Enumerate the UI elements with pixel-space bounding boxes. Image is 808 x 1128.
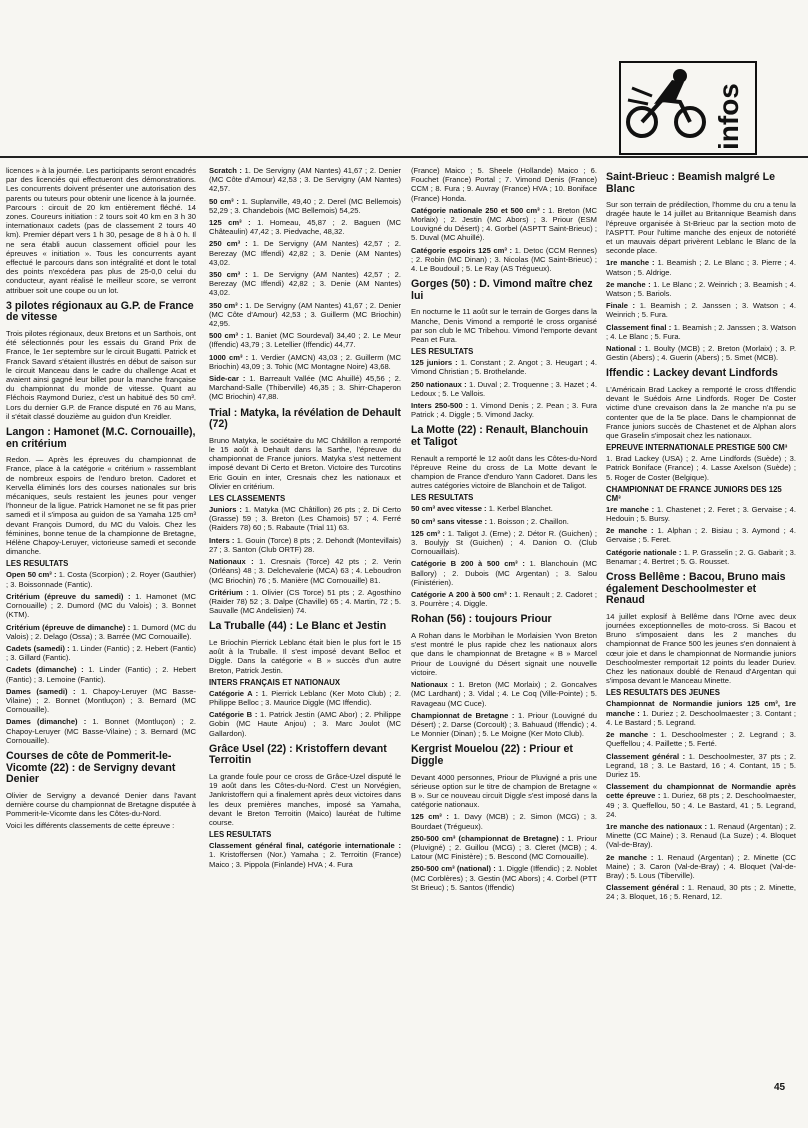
body-paragraph [209, 436, 401, 491]
motocross-rider-icon [628, 69, 704, 136]
article-headline: Gorges (50) : D. Vimond maître chez lui [411, 278, 593, 302]
result-category-label: Dames (samedi) : [6, 686, 76, 696]
article-headline: Rohan (56) : toujours Priour [411, 613, 552, 626]
result-category-label: Cadets (samedi) : [6, 643, 70, 653]
paragraph-text: 1. Beamish ; 2. Le Blanc ; 3. Pierre ; 4. Watson ; 5. Aldrige. [606, 258, 796, 277]
section-heading: EPREUVE INTERNATIONALE PRESTIGE 500 CM³ [606, 443, 788, 453]
paragraph-text: 1. Brad Lackey (USA) ; 2. Arne Lindfords (Suède) ; 3. Patrick Boniface (France) ; 4. Lasse Axelson (Suède) ; 5. Roger de Coster (Belgique). [606, 454, 796, 482]
result-paragraph [606, 699, 796, 727]
section-heading: LES RESULTATS [411, 347, 474, 357]
result-paragraph [209, 301, 401, 329]
paragraph-text: 1. Duriez ; 2. Deschoolmaester ; 3. Contant ; 4. Le Bastard ; 5. Legrand. [606, 708, 796, 727]
paragraph-text: 1. Hamonet (MC Cornouaille) ; 2. Dumord (MC du Valois) ; 3. Bonnet (KTM). [6, 591, 196, 620]
paragraph-text: 1. Blanchouin (MC Ballory) ; 2. Dubois (MC Argentan) ; 3. Salou (Finistérien). [411, 559, 597, 587]
paragraph-text: 1. Renaud (Argentan) ; 2. Minette (CC Maine) ; 3. Renaud (La Suze) ; 4. Bloquet (Val-de-Bray). [606, 821, 796, 850]
paragraph-text: 1. Kristoffersen (Nor.) Yamaha ; 2. Terroitin (France) Maico ; 3. Pippola (Finlande) HVA ; 4. Fura [209, 850, 401, 869]
result-paragraph [411, 504, 597, 513]
result-category-label: Juniors : [209, 505, 242, 515]
header-rule [0, 156, 808, 158]
paragraph-text: 1. Le Blanc ; 2. Weinrich ; 3. Beamish ; 4. Watson ; 5. Bariols. [606, 279, 796, 299]
paragraph-text: Renault a remporté le 12 août dans les Côtes-du-Nord l'épreuve Reine du cross de La Motte devant le champion de France d'enduro Yann Cadoret. Dans les autres catégories victoire de Blanchoin et de Taligot. [411, 453, 597, 491]
result-category-label: 250 cm³ : [209, 239, 248, 249]
result-paragraph [209, 353, 401, 371]
result-paragraph [209, 166, 401, 194]
paragraph-text: 1. Diggle (Iffendic) ; 2. Noblet (MC Corblères) ; 3. Gestin (MC Abors) ; 4. Corbel (PTT St Brieuc) ; 5. Santos (Iffendic) [411, 864, 597, 892]
result-category-label: Critérium (épreuve du samedi) : [6, 591, 131, 601]
paragraph-text: 1. Baniet (MC Sourdeval) 34,40 ; 2. Le Meur (Iffendic) 43,79 ; 3. Letellier (Iffendic) 44,77. [209, 331, 401, 350]
result-paragraph [209, 841, 401, 869]
result-paragraph [411, 380, 597, 398]
result-category-label: Catégorie B 200 à 500 cm³ : [411, 559, 525, 569]
result-category-label: 500 cm³ : [209, 331, 244, 341]
paragraph-text: 1. Chapoy-Leruyer (MC Basse-Vilaine) ; 2. Bonnet (Montluçon) ; 3. Bernard (MC Cornouaille). [6, 686, 196, 715]
result-paragraph [411, 559, 597, 587]
result-category-label: Critérium (épreuve de dimanche) : [6, 622, 131, 632]
paragraph-text: La grande foule pour ce cross de Grâce-Uzel disputé le 19 août dans les Côtes-du-Nord. C'est un Norvégien, Jankristoffern qui a finalement après deux victoires dans les deux premières manches, imposé sa Yamaha, devant le Breton Terroitin (Maico) lauréat de l'ultime course. [209, 771, 401, 827]
paragraph-text: Trois pilotes régionaux, deux Bretons et un Sarthois, ont été sélectionnés pour les essais du Grand Prix de France, le 1er septembre sur le circuit Bugatti. Patrick et Franck Savard s'étaient illustrés en début de saison sur le circuit Manceau dans le cadre du challenge Acat et avaient ainsi gagné leur billet pour la manche française du championnat du monde de vitesse. Quant au Fléchois Raymond Duriez, c'est un habitué des 50 cm³. Lors du dernier G.P. de France disputé en 76 au Mans, il s'était classé douzième au guidon d'un Kreidler. [6, 329, 196, 421]
result-paragraph [209, 331, 401, 349]
paragraph-text: L'Américain Brad Lackey a remporté le cross d'Iffendic devant le Suédois Arne Lindfords. Roger De Coster victime d'une crevaison dans la 2e manche n'a pu se contenter que de la 5e place. Dans le championnat de France juniors succès de Chastenet et de Alphan alors que Graselin s'imposait chez les nationaux. [606, 385, 796, 441]
paragraph-text: Voici les différents classements de cette épreuve : [6, 821, 175, 831]
paragraph-text: 1. Verdier (AMCN) 43,03 ; 2. Guillerm (MC Briochin) 43,09 ; 3. Tohic (MC Montagne Noire) 43,68. [209, 352, 401, 371]
result-paragraph [606, 752, 796, 780]
result-category-label: National : [606, 344, 642, 354]
paragraph-text: 1. Renaud, 30 pts ; 2. Minette, 24 ; 3. Bloquet, 16 ; 5. Renard, 12. [606, 883, 796, 902]
result-category-label: Championnat de Bretagne : [411, 710, 515, 720]
infos-logo [618, 60, 758, 156]
body-paragraph [411, 166, 597, 203]
body-paragraph [6, 791, 196, 819]
column-3 [411, 166, 597, 895]
paragraph-text: 1. Boisson ; 2. Chaillon. [489, 516, 569, 526]
result-paragraph [411, 401, 597, 419]
paragraph-text: 1. Taligot J. (Erne) ; 2. Détor R. (Guichen) ; 3. Boulyjy St (Guichen) ; 4. Danion O. (Club Cornouaillais). [411, 528, 597, 557]
result-category-label: Inters : [209, 535, 235, 545]
result-paragraph [411, 864, 597, 892]
result-paragraph [606, 280, 796, 298]
result-paragraph [209, 374, 401, 402]
paragraph-text: 1. Matyka (MC Châtillon) 26 pts ; 2. Di Certo (Grasse) 59 ; 3. Breton (Les Chamois) 57 ; 4. Ferré (Raiders 78) 60 ; 5. Rabaute (Trial 11) 63. [209, 505, 401, 533]
result-category-label: Inters 250-500 : [411, 401, 469, 411]
result-paragraph [6, 623, 196, 641]
body-paragraph [411, 773, 597, 810]
paragraph-text: 1. Boulty (MCB) ; 2. Breton (Morlaix) ; 3. P. Gestin (Abers) ; 4. Guerin (Abers) ; 5. Smet (MCB). [606, 344, 796, 363]
paragraph-text: 1. Vimond Denis ; 2. Pean ; 3. Fura Patrick ; 4. Diggle ; 5. Vimond Jacky. [411, 401, 597, 420]
result-category-label: 2e manche : [606, 730, 656, 740]
result-paragraph [209, 218, 401, 236]
paragraph-text: 1. P. Grasselin ; 2. G. Gabarit ; 3. Benamar ; 4. Bertret ; 5. G. Rousset. [606, 547, 796, 566]
result-paragraph [606, 344, 796, 362]
result-paragraph [6, 717, 196, 745]
section-heading: LES RESULTATS DES JEUNES [606, 688, 720, 698]
paragraph-text: 1. Pierrick Leblanc (Ker Moto Club) ; 2. Philippe Belloc ; 3. Maurice Diggle (MC Iffendic). [209, 688, 401, 707]
section-heading: INTERS FRANÇAIS ET NATIONAUX [209, 677, 341, 687]
result-category-label: 50 cm³ : [209, 196, 239, 206]
result-category-label: Nationaux : [411, 680, 455, 690]
result-category-label: Classement général final, catégorie internationale : [209, 841, 401, 851]
article-headline: Courses de côte de Pommerit-le-Vicomte (22) : de Servigny devant Denier [6, 749, 176, 786]
result-category-label: Catégorie espoirs 125 cm³ : [411, 245, 513, 255]
result-paragraph [411, 834, 597, 862]
column-1 [6, 166, 196, 834]
result-paragraph [411, 529, 597, 557]
result-category-label: Classement final : [606, 322, 672, 332]
paragraph-text: 1. Costa (Scorpion) ; 2. Royer (Gauthier) ; 3. Boissonnade (Fantic). [6, 570, 196, 589]
paragraph-text: 1. Duval ; 2. Troquenne ; 3. Hazet ; 4. Ledoux ; 5. Le Vallois. [411, 379, 597, 398]
result-paragraph [606, 526, 796, 544]
paragraph-text: Sur son terrain de prédilection, l'homme du cru a tenu la dragée haute le 14 juillet au Britannique Beamish dans l'épreuve organisée à St-Brieuc par la section moto de l'ASPTT. Pour l'ultime manche des enjeux de notoriété et un mauvais départ privèrent Leblanc le Blanc de la seconde place. [606, 200, 796, 256]
result-category-label: Classement général : [606, 883, 685, 893]
result-paragraph [6, 592, 196, 620]
paragraph-text: 1. Homeau, 45,87 ; 2. Baguen (MC Châteaulin) 47,42 ; 3. Piedvache, 48,32. [209, 218, 401, 237]
paragraph-text: 1. Kerbel Blanchet. [488, 504, 553, 514]
body-paragraph [6, 821, 196, 830]
article-headline: La Truballe (44) : Le Blanc et Jestin [209, 620, 387, 633]
result-category-label: Cadets (dimanche) : [6, 665, 84, 675]
paragraph-text: 1. De Servigny (AM Nantes) 42,57 ; 2. Berezay (MC Iffendi) 42,82 ; 3. Denie (AM Nantes) 43,02. [209, 270, 401, 298]
result-paragraph [606, 822, 796, 850]
result-category-label: 50 cm³ avec vitesse : [411, 504, 487, 514]
result-category-label: Finale : [606, 301, 636, 311]
paragraph-text: 1. Linder (Fantic) ; 2. Hebert (Fantic) ; 3. Gillard (Fantic). [6, 643, 196, 663]
body-paragraph [209, 638, 401, 675]
result-category-label: 125 juniors : [411, 358, 458, 368]
result-paragraph [411, 812, 597, 830]
paragraph-text: 1. Alphan ; 2. Bisiau ; 3. Aymond ; 4. Gervaise ; 5. Feret. [606, 526, 796, 545]
paragraph-text: 1. Patrick Jestin (AMC Abor) ; 2. Philippe Gobin (MC Haute Anjou) ; 3. Marc Joulot (MC Gallardon). [209, 710, 401, 738]
result-paragraph [606, 782, 796, 819]
result-category-label: Classement général : [606, 751, 686, 761]
paragraph-text: A Rohan dans le Morbihan le Morlaisien Yvon Breton s'est montré le plus rapide chez les nationaux alors que dans le championnat de Bretagne « B » Marcel Priour de Louvigné du Désert signait une nouvelle victoire. [411, 631, 597, 677]
paragraph-text: 1. De Servigny (AM Nantes) 42,57 ; 2. Berezay (MC Iffendi) 42,82 ; 3. Denie (AM Nantes) 43,02. [209, 239, 401, 267]
body-paragraph [606, 385, 796, 440]
result-category-label: 250-500 cm³ (championnat de Bretagne) : [411, 833, 565, 843]
result-category-label: Dames (dimanche) : [6, 717, 87, 727]
result-category-label: 2e manche : [606, 852, 654, 862]
article-headline: Langon : Hamonet (M.C. Cornouaille), en critérium [6, 426, 196, 450]
result-category-label: 250 nationaux : [411, 379, 467, 389]
column-4 [606, 166, 796, 905]
result-paragraph [411, 711, 597, 739]
result-paragraph [209, 710, 401, 738]
paragraph-text: 1. Suplanville, 49,40 ; 2. Derel (MC Bellemois) 52,29 ; 3. Chandebois (MC Bellemois) 54,25. [209, 196, 401, 215]
paragraph-text: 1. Constant ; 2. Angot ; 3. Heugart ; 4. Vimond Christian ; 5. Brothelande. [411, 358, 597, 377]
paragraph-text: 1. Priour (Pluvigné) ; 2. Guillou (MCG) ; 3. Cleret (MCB) ; 4. Latour (MC Finistère) ; 5. Bescond (MC Cornouaille). [411, 833, 597, 862]
result-paragraph [606, 548, 796, 566]
paragraph-text: 1. Deschoolmester, 37 pts ; 2. Legrand, 18 ; 3. Le Bastard, 16 ; 4. Contant, 15 ; 5. Duriez 15. [606, 751, 796, 779]
paragraph-text: 1. Bonnet (Montluçon) ; 2. Chapoy-Leruyer (MC Basse-Vilaine) ; 3. Bernard (MC Cornouaille). [6, 717, 196, 745]
result-paragraph [209, 239, 401, 267]
paragraph-text: 1. De Servigny (AM Nantes) 41,67 ; 2. Denier (MC Côte d'Amour) 42,53 ; 3. Guillerm (MC Briochin) 42,95. [209, 300, 401, 329]
result-category-label: 1000 cm³ : [209, 352, 249, 362]
result-category-label: 250-500 cm³ (national) : [411, 864, 496, 874]
result-paragraph [411, 206, 597, 243]
article-headline: La Motte (22) : Renault, Blanchouin et Taligot [411, 424, 589, 449]
body-paragraph [6, 455, 196, 556]
paragraph-text: 1. Deschoolmester ; 2. Legrand ; 3. Queffellou ; 4. Paillette ; 5. Ferté. [606, 730, 796, 749]
result-category-label: Side-car : [209, 374, 246, 384]
paragraph-text: 1. Dumord (MC du Valois) ; 2. Delago (Ossa) ; 3. Barrée (MC Cornouaille). [6, 622, 196, 641]
result-category-label: Open 50 cm³ : [6, 570, 57, 580]
paragraph-text: 1. Olivier (CS Torce) 51 pts ; 2. Agosthino (Raider 78) 52 ; 3. Dalpe (Chaville) 65 ; 4. Martin, 72 ; 5. Sauvalle (MC Andelisien) 74. [209, 587, 401, 616]
result-category-label: Catégorie A 200 à 500 cm³ : [411, 590, 512, 600]
result-category-label: Nationaux : [209, 557, 254, 567]
article-headline: Kergrist Mouelou (22) : Priour et Diggle [411, 743, 573, 767]
result-paragraph [411, 246, 597, 274]
result-category-label: Catégorie nationale 250 et 500 cm³ : [411, 205, 546, 215]
paragraph-text: 1. Linder (Fantic) ; 2. Hebert (Fantic) ; 3. Lemoine (Fantic). [6, 665, 196, 684]
result-category-label: 2e manche : [606, 279, 651, 289]
section-heading: LES CLASSEMENTS [209, 494, 286, 504]
body-paragraph [6, 166, 196, 295]
article-headline: Grâce Usel (22) : Kristoffern devant Terroitin [209, 742, 387, 767]
column-2 [209, 166, 401, 872]
article-headline: Iffendic : Lackey devant Lindfords [606, 367, 778, 380]
paragraph-text: Devant 4000 personnes, Priour de Pluvigné a pris une sérieuse option sur le titre de champion de Bretagne « B ». Sur ce nouveau circuit Diggle s'est imposé dans la catégorie nationaux. [411, 772, 597, 810]
paragraph-text: 1. Duriez, 68 pts ; 2. Deschoolmaester, 49 ; 3. Queffellou, 50 ; 4. Le Bastard, 41 ; 5. Legrand, 24. [606, 791, 796, 819]
logo-text: infos [713, 83, 744, 150]
result-category-label: 350 cm³ : [209, 270, 248, 280]
result-paragraph [411, 358, 597, 376]
result-paragraph [6, 665, 196, 683]
body-paragraph [411, 454, 597, 491]
paragraph-text: 1. Beamish ; 2. Janssen ; 3. Watson ; 4. Weinrich ; 5. Fura. [606, 301, 796, 320]
paragraph-text: Olivier de Servigny a devancé Denier dans l'avant dernière course du championnat de Bretagne disputée à Pommerit-le-Vicomte dans les Côtes-du-Nord. [6, 790, 196, 819]
result-paragraph [6, 644, 196, 662]
result-paragraph [209, 270, 401, 298]
body-paragraph [209, 772, 401, 827]
result-category-label: 50 cm³ sans vitesse : [411, 516, 487, 526]
result-category-label: Classement du championnat de Normandie après cette épreuve : [606, 782, 796, 801]
result-category-label: 1re manche : [606, 504, 655, 514]
body-paragraph [606, 612, 796, 686]
result-paragraph [606, 505, 796, 523]
paragraph-text: Le Briochin Pierrick Leblanc était bien le plus fort le 15 août à la Truballe. Il s'est imposé devant Belloc et Diggle. Dans la catégorie « B » succès d'un autre Breton, Patrick Jestin. [209, 637, 401, 675]
paragraph-text: 1. Chastenet ; 2. Feret ; 3. Gervaise ; 4. Hedouin ; 5. Bursy. [606, 504, 796, 524]
result-paragraph [411, 680, 597, 708]
result-category-label: 1re manche des nationaux : [606, 821, 707, 831]
result-paragraph [209, 588, 401, 616]
paragraph-text: 1. Detoc (CCM Rennes) ; 2. Robin (MC Dinan) ; 3. Nicolas (MC Saint-Brieuc) ; 4. Le Boudouil ; 5. Le Ray (AS Trégueux). [411, 245, 597, 274]
result-category-label: 1re manche : [606, 258, 655, 268]
paragraph-text: 1. Gouin (Torce) 8 pts ; 2. Dehondt (Montevillais) 27 ; 3. Santon (Club ORTF) 28. [209, 535, 401, 554]
body-paragraph [411, 307, 597, 344]
body-paragraph [411, 631, 597, 677]
result-paragraph [606, 258, 796, 276]
paragraph-text: (France) Maico ; 5. Sheele (Hollande) Maico ; 6. Fouchet (France) Portal ; 7. Vimond Denis (France) CCM ; 8. Fura ; 9. Auvray (France) HVA ; 10. Boniface (France) Honda. [411, 166, 597, 203]
paragraph-text: 1. Davy (MCB) ; 2. Simon (MCG) ; 3. Bourdaet (Trégueux). [411, 812, 597, 831]
paragraph-text: 1. Renaud (Argentan) ; 2. Minette (CC Maine) ; 3. Caron (Val-de-Bray) ; 4. Bloquet (Val-de-Bray) ; 5. Lous (Tiberville). [606, 852, 796, 880]
paragraph-text: 1. Renault ; 2. Cadoret ; 3. Pourrère ; 4. Diggle. [411, 590, 597, 609]
section-heading: LES RESULTATS [6, 559, 69, 569]
article-headline: Trial : Matyka, la révélation de Dehault (72) [209, 406, 401, 431]
result-category-label: 2e manche : [606, 526, 654, 536]
body-paragraph [606, 454, 796, 482]
result-category-label: 125 cm³ : [411, 812, 449, 822]
paragraph-text: 1. Cresnais (Torce) 42 pts ; 2. Verin (Orléans) 48 ; 3. Delchevalerie (MCA) 63 ; 4. Leboudron (MC Briochin) 76 ; 5. Manière (MC Cornouaille) 81. [209, 557, 401, 585]
paragraph-text: 1. Breton (MC Morlaix) ; 2. Goncalves (MC Lardhant) ; 3. Vidal ; 4. Le Coq (Ville-Pointe) ; 5. Ravageau (MC Cuce). [411, 680, 597, 708]
result-paragraph [411, 517, 597, 526]
result-category-label: Catégorie nationale : [606, 547, 682, 557]
paragraph-text: Redon. — Après les épreuves du championnat de France, place à la catégorie « critérium » rassemblant de nombreux espoirs de l'enduro breton. Cadoret et Kervella éliminés lors des courses nationales sur bris mécaniques, seuls restaient les jeunes pour venger l'honneur de la ligue. Patrick Hamonet ne se fit pas prier samedi et il s'imposa au guidon de sa Yamaha 125 cm³ devant François Dumord, du MC du Valois. Chez les féminines, bonne tenue de la championne de Bretagne, Hélène Chapoy-Leruyer, victorieuse samedi et seconde dimanche. [6, 455, 196, 557]
page-number: 45 [774, 1082, 786, 1093]
section-heading: LES RESULTATS [209, 830, 272, 840]
result-paragraph [6, 570, 196, 588]
paragraph-text: 1. Barreault Vallée (MC Ahuillé) 45,56 ; 2. Marchand-Salle (Thiberville) 46,35 ; 3. Shirr-Chaperon (MC Briochin) 47,88. [209, 374, 401, 402]
body-paragraph [606, 200, 796, 255]
result-paragraph [606, 853, 796, 881]
result-category-label: Catégorie A : [209, 688, 259, 698]
result-paragraph [209, 536, 401, 554]
result-paragraph [606, 323, 796, 341]
result-category-label: Critérium : [209, 587, 249, 597]
paragraph-text: En nocturne le 11 août sur le terrain de Gorges dans la Manche, Denis Vimond a remporté le cross organisé par son club le MC Tribehou. Vimond l'emporte devant Pean et Fura. [411, 307, 597, 345]
article-headline: Saint-Brieuc : Beamish malgré Le Blanc [606, 171, 775, 195]
result-paragraph [209, 689, 401, 707]
result-paragraph [209, 197, 401, 215]
paragraph-text: 1. Beamish ; 2. Janssen ; 3. Watson ; 4. Le Blanc ; 5. Fura. [606, 322, 796, 341]
result-paragraph [606, 883, 796, 901]
article-headline: Cross Bellême : Bacou, Bruno mais également Deschoolmester et Renaud [606, 571, 786, 607]
result-paragraph [6, 687, 196, 715]
paragraph-text: Bruno Matyka, le sociétaire du MC Châtillon a remporté le 15 août à Dehault dans la Sarthe, l'épreuve du championnat de France juniors. Matyka s'est nettement imposé devant Di Certo et Breton. Victoire des Turcotins Eric Gouin en inter, Cresnais chez les nationaux et Olivier en critérium. [209, 435, 401, 491]
body-paragraph [6, 329, 196, 421]
result-category-label: Catégorie B : [209, 710, 258, 720]
result-paragraph [411, 590, 597, 608]
result-category-label: 350 cm³ : [209, 300, 243, 310]
paragraph-text: 1. Priour (Louvigné du Désert) ; 2. Darse (Corcoult) ; 3. Bahuaud (Iffendic) ; 4. Le Monnier (Dinan) ; 5. Le Moigne (Ker Moto Club). [411, 710, 597, 739]
result-category-label: 125 cm³ : [209, 218, 251, 228]
result-category-label: 125 cm³ : [411, 528, 446, 538]
section-heading: LES RESULTATS [411, 493, 474, 503]
article-headline: 3 pilotes régionaux au G.P. de France de vitesse [6, 299, 194, 324]
result-category-label: Scratch : [209, 166, 242, 175]
result-category-label: Championnat de Normandie juniors 125 cm³, 1re manche : [606, 699, 796, 718]
result-paragraph [606, 301, 796, 319]
result-paragraph [606, 730, 796, 748]
paragraph-text: 14 juillet explosif à Bellême dans l'Orne avec deux journées exceptionnelles de moto-cross. Si Bacou et Bruno s'imposaient dans les 2 manches du championnat de France 500 les jeunes s'en donnaient à cœur joie et dans le championnat de Normandie juniors Deschoolmester remportait 12 points du leader Duriev. Chez les nationaux doublé de Renaud d'Argentan qui s'imposa devant le Manceau Minette. [606, 611, 796, 686]
paragraph-text: licences » à la journée. Les participants seront encadrés par des licenciés qui effectueront des démonstrations. Les concurrents doivent présenter une autorisation des parents ou tuteurs pour obtenir une licence à la journée. Parcours : circuit de 20 km entièrement fléché. 14 zones. Coureurs initiation : 2 tours soit 40 km en 3 h 30 internationaux cadets (pas de classement 2 tours 40 km). Premier départ vers 1 h 30, pesage de 8 h à 0 h. Il ne sera établi aucun classement officiel pour les épreuves « initiation ». Tous les concurrents ayant effectué le parcours dans son intégralité et dont le total des points n'excédera pas plus de 25-0,0 celui du conducteur, ayant réalisé le meilleur score, se verront attribuer soit une coupe ou un lot. [6, 166, 196, 295]
paragraph-text: 1. Breton (MC Morlaix) ; 2. Jestin (MC Abors) ; 3. Priour (ESM Louvigné du Désert) ; 4. Gorbel (ASPTT Saint-Brieuc) ; 5. Duval (MC Ahuillé). [411, 205, 597, 243]
result-paragraph [209, 505, 401, 533]
result-paragraph [209, 557, 401, 585]
section-heading: CHAMPIONNAT DE FRANCE JUNIORS DES 125 CM³ [606, 484, 782, 503]
paragraph-text: 1. De Servigny (AM Nantes) 41,67 ; 2. Denier (MC Côte d'Amour) 42,53 ; 3. De Servigny (AM Nantes) 42,57. [209, 166, 401, 194]
